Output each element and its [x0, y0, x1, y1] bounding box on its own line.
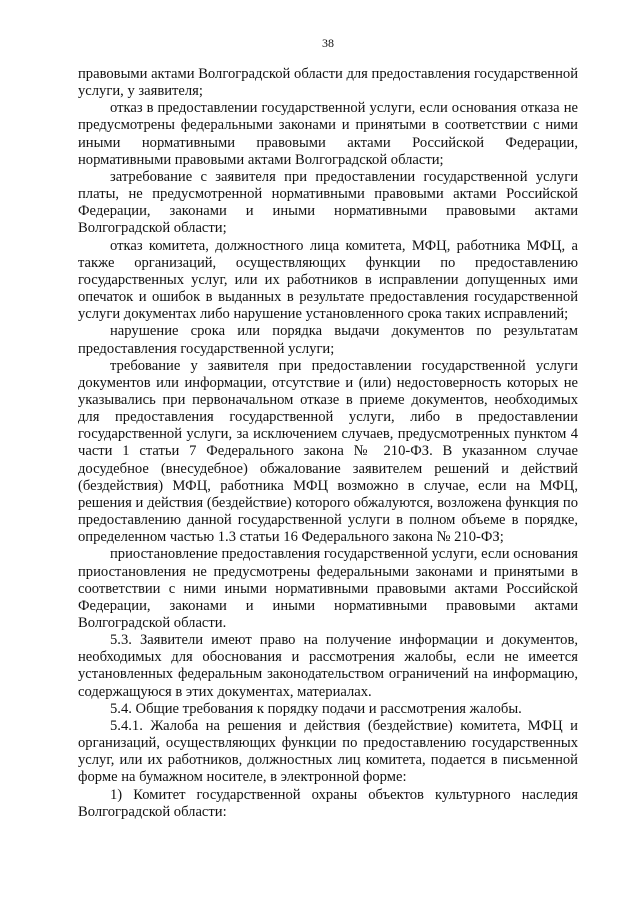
paragraph-5-4: 5.4. Общие требования к порядку подачи и рассмотрения жалобы.: [110, 700, 522, 717]
paragraph-refusal-grounds: отказ в предоставлении государственной услуги, если основания отказа не предусмотрены федеральными законами и принятыми в соответствии с ними иными нормативными правовыми актами Российской Федерации, нормативными правовыми актами Волгоградской области;: [78, 100, 578, 168]
document-body: [78, 66, 578, 821]
paragraph-documents-demand: требование у заявителя при предоставлении государственной услуги документов или информации, отсутствие и (или) недостоверность которых не указывались при первоначальном отказе в приеме документов, необходимых для предоставления государственной услуги, либо в предоставлении государственной услуги, за исключением случаев, предусмотренных пунктом 4 части 1 статьи 7 Федерального закона № 210-ФЗ. В указанном случае досудебное (внесудебное) обжалование заявителем решений и действий (бездействия) МФЦ, работника МФЦ возможно в случае, если на МФЦ, решения и действия (бездействие) которого обжалуются, возложена функция по предоставлению данной государственной услуги в полном объеме в порядке, определенном частью 1.3 статьи 16 Федерального закона № 210-ФЗ;: [78, 357, 578, 546]
paragraph-continuation: правовыми актами Волгоградской области для предоставления государственной услуги, у заявителя;: [78, 66, 578, 100]
paragraph-correction-refusal: отказ комитета, должностного лица комитета, МФЦ, работника МФЦ, а также организаций, осуществляющих функции по предоставлению государственных услуг, или их работников в исправлении допущенных ими опечаток и ошибок в выданных в результате предоставления государственной услуги документах либо нарушение установленного срока таких исправлений;: [78, 237, 578, 323]
paragraph-suspension: приостановление предоставления государственной услуги, если основания приостановления не предусмотрены федеральными законами и принятыми в соответствии с ними иными нормативными правовыми актами Российской Федерации, законами и иными нормативными правовыми актами Волгоградской области.: [78, 546, 578, 631]
paragraph-issuance-violation: нарушение срока или порядка выдачи документов по результатам предоставления государственной услуги;: [78, 323, 578, 357]
paragraph-5-4-1: 5.4.1. Жалоба на решения и действия (бездействие) комитета, МФЦ и организаций, осуществляющих функции по предоставлению государственных услуг, или их работников, должностных лиц комитета, подается в письменной форме на бумажном носителе, в электронной форме:: [78, 717, 578, 786]
paragraph-item-1: 1) Комитет государственной охраны объектов культурного наследия Волгоградской области:: [78, 786, 578, 820]
page-number: 38: [322, 36, 334, 50]
paragraph-fee-demand: затребование с заявителя при предоставлении государственной услуги платы, не предусмотренной нормативными правовыми актами Российской Федерации, законами и иными нормативными правовыми актами Волгоградской области;: [78, 168, 578, 237]
paragraph-5-3: 5.3. Заявители имеют право на получение информации и документов, необходимых для обоснования и рассмотрения жалобы, если не имеется установленных федеральным законодательством ограничений на информацию, содержащуюся в этих документах, материалах.: [78, 632, 578, 700]
